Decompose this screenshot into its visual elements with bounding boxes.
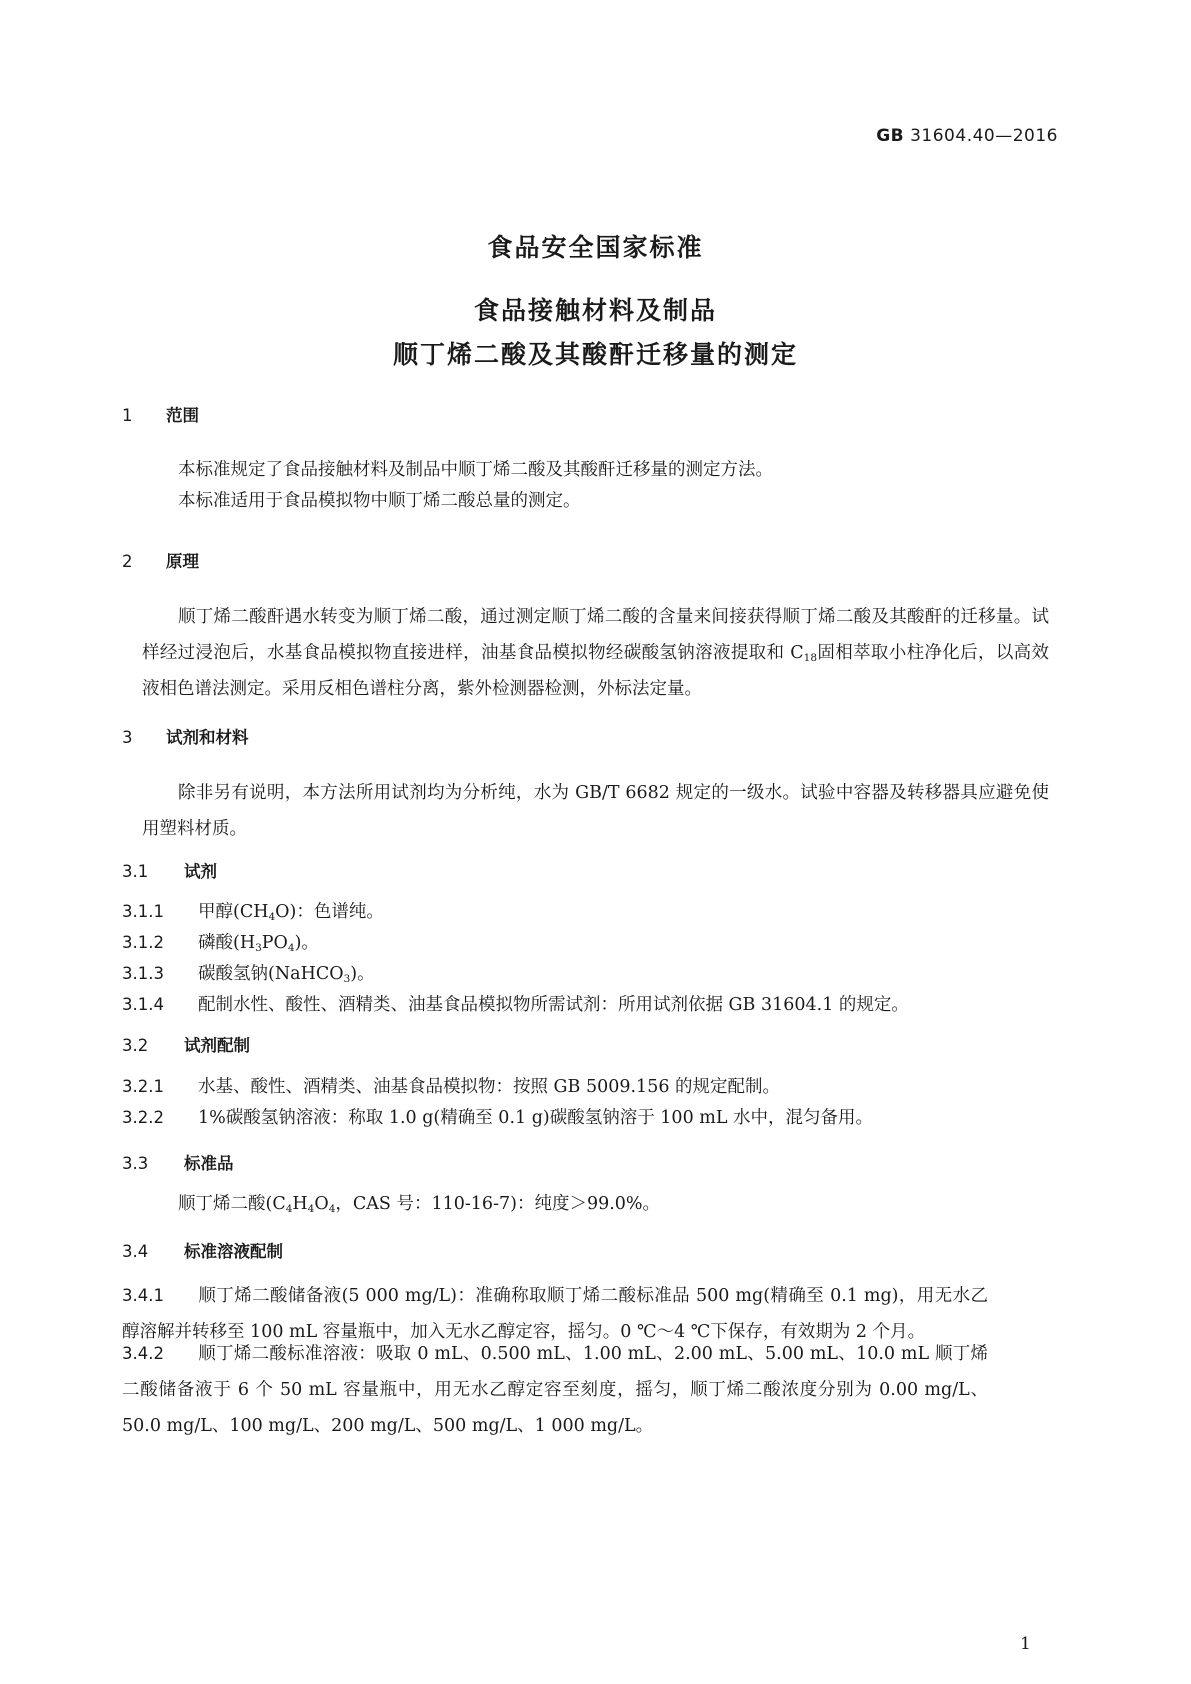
- section-3-3-heading: [122, 1150, 234, 1174]
- item-number: 3.1.4: [122, 995, 164, 1014]
- doc-prefix: GB: [876, 126, 905, 146]
- item-3-1-2: [122, 929, 319, 954]
- subscript: 18: [803, 652, 818, 664]
- section-number: 3.3: [122, 1154, 149, 1173]
- paragraph-text-cont: O: [314, 1194, 329, 1214]
- section-number: 3.1: [122, 862, 149, 881]
- paragraph-text-end: ，CAS 号：110-16-7)：纯度＞99.0%。: [335, 1194, 661, 1214]
- item-number: 3.1.1: [122, 902, 164, 921]
- item-number: 3.4.1: [122, 1286, 164, 1305]
- paragraph-text-cont: H: [292, 1194, 308, 1214]
- item-3-1-4: [122, 991, 909, 1016]
- page-number: 1: [1020, 1634, 1031, 1654]
- item-text: 水基、酸性、酒精类、油基食品模拟物：按照 GB 5009.156 的规定配制。: [198, 1077, 781, 1097]
- item-3-2-1: [122, 1073, 780, 1098]
- subscript: 3: [343, 973, 351, 985]
- subscript: 4: [307, 1203, 315, 1215]
- section-3-heading: [122, 724, 249, 748]
- subscript: 4: [268, 911, 276, 923]
- section-number: 2: [122, 552, 133, 571]
- item-number: 3.2.1: [122, 1077, 164, 1096]
- item-number: 3.1.2: [122, 933, 164, 952]
- item-text: 碳酸氢钠(NaHCO: [198, 964, 344, 984]
- subscript: 3: [255, 942, 262, 954]
- item-text-cont: PO: [261, 933, 288, 953]
- item-number: 3.4.2: [122, 1344, 164, 1363]
- item-text: 甲醇(CH: [198, 902, 269, 922]
- item-number: 3.1.3: [122, 964, 164, 983]
- section-title: 试剂和材料: [166, 728, 249, 747]
- section-1-paragraph-1: 本标准规定了食品接触材料及制品中顺丁烯二酸及其酸酐迁移量的测定方法。: [178, 460, 773, 480]
- section-3-3-paragraph: [142, 1186, 1049, 1222]
- doc-number: 31604.40—2016: [910, 126, 1058, 146]
- section-title: 试剂配制: [184, 1036, 250, 1055]
- item-3-1-1: [122, 898, 384, 923]
- item-text-end: )。: [294, 933, 319, 953]
- paragraph-text-cont: 固相萃取小柱净化后，以高效液相色谱法测定。采用反相色谱柱分离，紫外检测器检测，外标法定量。: [142, 643, 1050, 699]
- section-number: 3: [122, 728, 133, 747]
- paragraph-text: 顺丁烯二酸酐遇水转变为顺丁烯二酸，通过测定顺丁烯二酸的含量来间接获得顺丁烯二酸及其酸酐的迁移量。试样经过浸泡后，水基食品模拟物直接进样，油基食品模拟物经碳酸氢钠溶液提取和 C: [142, 607, 1049, 663]
- section-3-1-heading: [122, 858, 217, 882]
- title-line-3: 顺丁烯二酸及其酸酐迁移量的测定: [392, 340, 798, 369]
- section-title: 范围: [166, 406, 199, 425]
- item-text: 配制水性、酸性、酒精类、油基食品模拟物所需试剂：所用试剂依据 GB 31604.1 的规定。: [198, 995, 909, 1015]
- section-number: 1: [122, 406, 133, 425]
- subscript: 4: [285, 1203, 293, 1215]
- section-number: 3.2: [122, 1036, 149, 1055]
- item-text-cont: O)：色谱纯。: [275, 902, 384, 922]
- item-text: 顺丁烯二酸标准溶液：吸取 0 mL、0.500 mL、1.00 mL、2.00 mL、5.00 mL、10.0 mL 顺丁烯二酸储备液于 6 个 50 mL 容量瓶中，用无水乙醇定容至刻度，摇匀，顺丁烯二酸浓度分别为 0.00 mg/L、50.0 mg/L、100 mg/L、200 mg/L、500 mg/L、1 000 mg/L。: [122, 1344, 988, 1436]
- section-2-paragraph: [142, 599, 1049, 707]
- item-3-4-2: [122, 1336, 988, 1444]
- section-1-heading: [122, 402, 199, 426]
- item-text: 顺丁烯二酸储备液(5 000 mg/L)：准确称取顺丁烯二酸标准品 500 mg(精确至 0.1 mg)，用无水乙醇溶解并转移至 100 mL 容量瓶中，加入无水乙醇定容，摇匀。0 ℃～4 ℃下保存，有效期为 2 个月。: [122, 1286, 988, 1342]
- paragraph-text: 顺丁烯二酸(C: [178, 1194, 286, 1214]
- section-title: 试剂: [184, 862, 217, 881]
- document-number: [876, 126, 1058, 146]
- item-3-1-3: [122, 960, 375, 985]
- title-line-2: 食品接触材料及制品: [473, 296, 717, 325]
- subscript: 4: [328, 1203, 336, 1215]
- title-national-standard: 食品安全国家标准: [487, 233, 704, 262]
- section-3-4-heading: [122, 1238, 283, 1262]
- subscript: 4: [287, 942, 295, 954]
- section-number: 3.4: [122, 1242, 149, 1261]
- section-3-paragraph: 除非另有说明，本方法所用试剂均为分析纯，水为 GB/T 6682 规定的一级水。试验中容器及转移器具应避免使用塑料材质。: [142, 783, 1049, 839]
- item-number: 3.2.2: [122, 1108, 164, 1127]
- section-2-heading: [122, 548, 199, 572]
- item-text: 磷酸(H: [198, 933, 256, 953]
- item-3-2-2: [122, 1104, 873, 1129]
- section-1-paragraph-2: 本标准适用于食品模拟物中顺丁烯二酸总量的测定。: [178, 491, 581, 511]
- section-3-2-heading: [122, 1032, 250, 1056]
- section-title: 原理: [166, 552, 199, 571]
- item-text-cont: )。: [350, 964, 375, 984]
- section-title: 标准溶液配制: [184, 1242, 283, 1261]
- section-title: 标准品: [184, 1154, 234, 1173]
- item-text: 1%碳酸氢钠溶液：称取 1.0 g(精确至 0.1 g)碳酸氢钠溶于 100 mL 水中，混匀备用。: [198, 1108, 874, 1128]
